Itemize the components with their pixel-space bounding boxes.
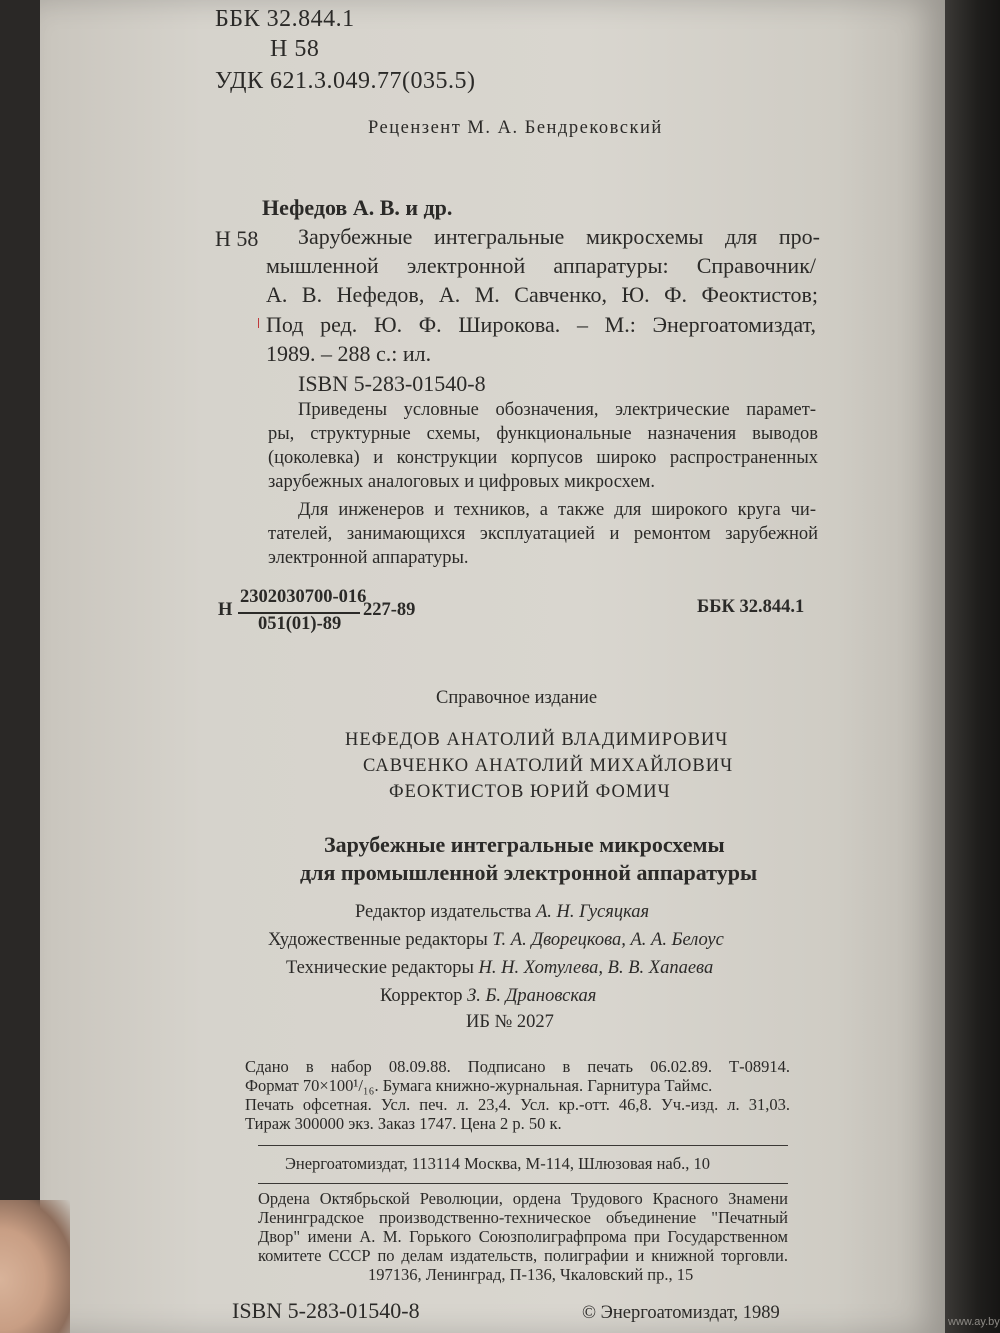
print-info-line: Сдано в набор 08.09.88. Подписано в печать 06.02.89. Т-08914.	[245, 1057, 790, 1076]
credit-role: Редактор издательства	[355, 902, 532, 922]
formula-letter: Н	[218, 600, 233, 620]
credit-role: Художественные редакторы	[268, 930, 488, 950]
formula-numerator: 2302030700-016	[240, 587, 367, 607]
abstract-line: ры, структурные схемы, функциональные назначения выводов	[268, 424, 818, 444]
ink-mark	[258, 318, 259, 328]
audience-line: Для инженеров и техников, а также для широкого круга чи-	[298, 500, 816, 520]
audience-line: тателей, занимающихся эксплуатацией и ремонтом зарубежной	[268, 524, 818, 544]
divider	[258, 1183, 788, 1184]
edition-type: Справочное издание	[436, 688, 598, 708]
reviewer-line: Рецензент М. А. Бендрековский	[368, 118, 663, 138]
author-name: НЕФЕДОВ АНАТОЛИЙ ВЛАДИМИРОВИЧ	[345, 730, 729, 750]
abstract-line: (цоколевка) и конструкции корпусов широко распространенных	[268, 448, 818, 468]
ib-number: ИБ № 2027	[466, 1012, 554, 1032]
credit-line	[268, 930, 724, 951]
audience-line: электронной аппаратуры.	[268, 548, 469, 568]
catalog-line: Зарубежные интегральные микросхемы для про-	[298, 224, 820, 249]
header-code: Н 58	[270, 36, 320, 62]
printer-info-line: Двор" имени А. М. Горького Союзполиграфпрома при Государственном	[258, 1227, 788, 1246]
footer-isbn: ISBN 5-283-01540-8	[232, 1298, 420, 1323]
catalog-line: 1989. – 288 с.: ил.	[266, 341, 432, 366]
book-title-line: для промышленной электронной аппаратуры	[300, 860, 758, 885]
footer-copyright: © Энергоатомиздат, 1989	[582, 1303, 780, 1323]
thumb-shadow	[0, 1200, 70, 1333]
formula-suffix: 227-89	[363, 600, 416, 620]
print-info-line: Печать офсетная. Усл. печ. л. 23,4. Усл. кр.-отт. 46,8. Уч.-изд. л. 31,03.	[245, 1095, 790, 1114]
credit-names: А. Н. Гусяцкая	[535, 902, 650, 922]
credit-names: З. Б. Драновская	[467, 986, 597, 1006]
credit-role: Технические редакторы	[286, 958, 474, 978]
catalog-line: Под ред. Ю. Ф. Широкова. – М.: Энергоатомиздат,	[266, 312, 816, 337]
abstract-line: Приведены условные обозначения, электрические парамет-	[298, 400, 816, 420]
credit-line	[355, 902, 649, 923]
credit-names: Т. А. Дворецкова, А. А. Белоус	[492, 930, 724, 950]
credit-line	[380, 986, 596, 1007]
catalog-line: мышленной электронной аппаратуры: Справочник/	[266, 253, 816, 278]
formula-bbk: ББК 32.844.1	[697, 597, 805, 617]
credit-names: Н. Н. Хотулева, В. В. Хапаева	[478, 958, 714, 978]
author-name: САВЧЕНКО АНАТОЛИЙ МИХАЙЛОВИЧ	[363, 756, 734, 776]
printer-info-line: Ленинградское производственно-техническое объединение "Печатный	[258, 1208, 788, 1227]
printer-info-line: 197136, Ленинград, П-136, Чкаловский пр., 15	[368, 1265, 694, 1284]
catalog-isbn: ISBN 5-283-01540-8	[298, 371, 486, 396]
publisher-address: Энергоатомиздат, 113114 Москва, М-114, Шлюзовая наб., 10	[285, 1154, 711, 1173]
printer-info-line: комитете СССР по делам издательств, полиграфии и книжной торговли.	[258, 1246, 788, 1265]
catalog-author-heading: Нефедов А. В. и др.	[262, 195, 453, 220]
book-title-line: Зарубежные интегральные микросхемы	[324, 832, 725, 857]
header-udk: УДК 621.3.049.77(035.5)	[215, 68, 476, 94]
author-name: ФЕОКТИСТОВ ЮРИЙ ФОМИЧ	[389, 782, 671, 802]
watermark: www.ay.by	[948, 1316, 1000, 1328]
book-spine-shadow	[945, 0, 1000, 1333]
credit-role: Корректор	[380, 986, 463, 1006]
abstract-line: зарубежных аналоговых и цифровых микросхем.	[268, 472, 655, 492]
catalog-line: А. В. Нефедов, А. М. Савченко, Ю. Ф. Феоктистов;	[266, 282, 818, 307]
divider	[258, 1145, 788, 1146]
print-info-line: Формат 70×100¹/₁₆. Бумага книжно-журнальная. Гарнитура Таймс.	[245, 1076, 713, 1095]
formula-denominator: 051(01)-89	[258, 614, 342, 634]
header-bbk: ББК 32.844.1	[215, 6, 355, 32]
credit-line	[286, 958, 713, 979]
print-info-line: Тираж 300000 экз. Заказ 1747. Цена 2 р. 50 к.	[245, 1114, 562, 1133]
printer-info-line: Ордена Октябрьской Революции, ордена Трудового Красного Знамени	[258, 1189, 788, 1208]
catalog-code: Н 58	[215, 226, 259, 251]
